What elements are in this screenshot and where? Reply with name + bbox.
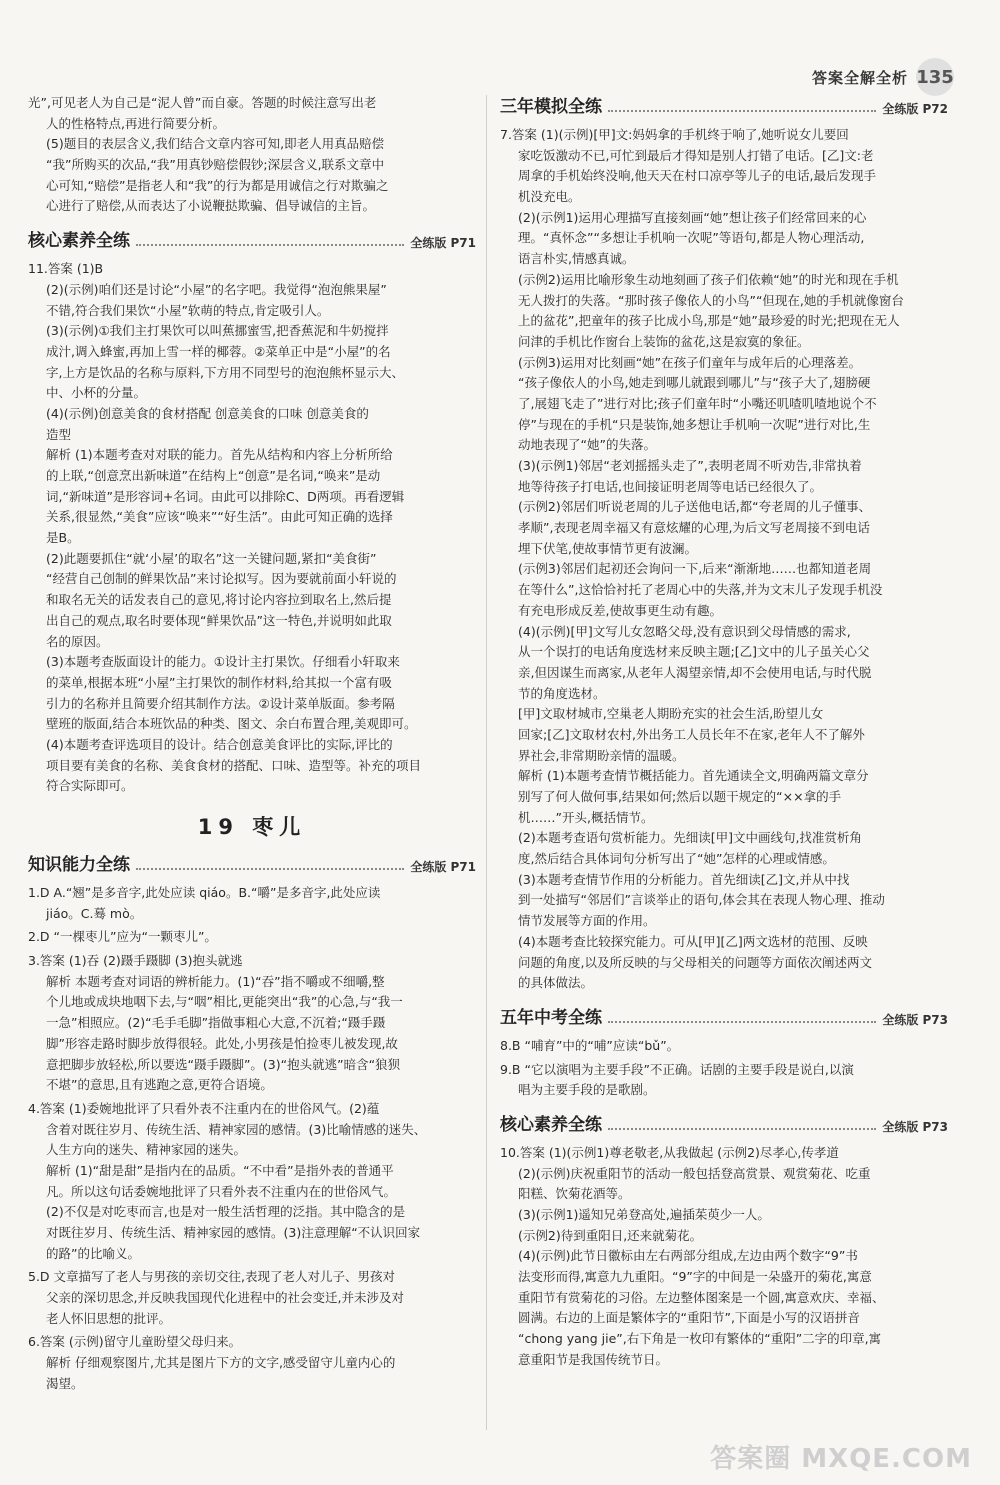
text-line: (4)本题考查评选项目的设计。结合创意美食评比的实际,评比的 xyxy=(46,736,393,752)
left-column xyxy=(28,93,476,1398)
text-line: “我”所购买的次品,“我”用真钞赔偿假钞;深层含义,联系文章中 xyxy=(46,157,385,173)
text-line: 1.D A.“翘”是多音字,此处应读 qiáo。B.“嚼”是多音字,此处应读 xyxy=(28,885,381,900)
header-title: 答案全解全析 xyxy=(811,68,908,87)
text-line: 不堪”的意思,且有逃跑之意,更符合语境。 xyxy=(46,1077,273,1093)
text-line: 光”,可见老人为自己是“泥人曾”而自豪。答题的时候注意写出老 xyxy=(28,95,377,110)
text-line: (3)(示例1)遥知兄弟登高处,遍插茱萸少一人。 xyxy=(518,1207,770,1222)
text-line: 心可知,“赔偿”是指老人和“我”的行为都是用诚信之行对欺骗之 xyxy=(46,177,389,193)
text-line: 理。“真怀念”“多想让手机响一次呢”等语句,都是人物心理活动, xyxy=(518,230,865,246)
text-line: (5)题目的表层含义,我们结合文章内容可知,即老人用真品赔偿 xyxy=(46,136,385,152)
text-line: 到一处描写“邻居们”言谈举止的语句,体会其在表现人物心理、推动 xyxy=(518,892,885,908)
answer-item-9 xyxy=(500,1060,948,1101)
text-line: 8.B “哺育”中的“哺”应读“bǔ”。 xyxy=(500,1037,680,1053)
answer-item-4 xyxy=(28,1099,476,1265)
text-line: 7.答案 (1)(示例)[甲]文:妈妈拿的手机终于响了,她听说女儿要回 xyxy=(500,127,849,142)
section-header-core-literacy-2 xyxy=(500,1113,948,1135)
text-line: (4)本题考查比较探究能力。可从[甲][乙]两文选材的范围、反映 xyxy=(518,933,868,949)
text-line: (示例2)待到重阳日,还来就菊花。 xyxy=(518,1227,703,1243)
answer-item-6 xyxy=(28,1332,476,1394)
text-line: 孝顺”,表现老周幸福又有意炫耀的心理,为后文写老周接不到电话 xyxy=(518,520,870,536)
section-title: 五年中考全练 xyxy=(500,1007,602,1028)
text-line: 解析 本题考查对词语的辨析能力。(1)“吞”指不嚼或不细嚼,整 xyxy=(46,973,385,989)
text-line: 解析 (1)本题考查对对联的能力。首先从结构和内容上分析所给 xyxy=(46,447,393,463)
text-line: (2)(示例)咱们还是讨论“小屋”的名字吧。我觉得“泡泡熊果屋” xyxy=(46,281,387,297)
answer-item-10 xyxy=(500,1143,948,1371)
answer-item-8 xyxy=(500,1036,948,1057)
text-line: 父亲的深切思念,并反映我国现代化进程中的社会变迁,并未涉及对 xyxy=(46,1290,404,1306)
text-line: 节的角度选材。 xyxy=(518,685,606,701)
text-line: 脚”形容走路时脚步放得很轻。此处,小男孩是怕捡枣儿被发现,故 xyxy=(46,1035,398,1051)
text-line: 亲,但因谋生而离家,从老年人渴望亲情,却不会使用电话,与时代脱 xyxy=(518,664,872,680)
text-line: (2)(示例)庆祝重阳节的活动一般包括登高赏景、观赏菊花、吃重 xyxy=(518,1165,871,1181)
text-line: 3.答案 (1)吞 (2)蹑手蹑脚 (3)抱头就逃 xyxy=(28,953,243,969)
text-line: 的上联,“创意烹出新味道”在结构上“创意”是名词,“唤来”是动 xyxy=(46,468,381,483)
section-ref: 全练版 P73 xyxy=(882,1119,948,1134)
text-line: 度,然后结合具体词句分析写出了“她”怎样的心理或情感。 xyxy=(518,851,835,867)
text-line: 字,上方是饮品的名称与原料,下方用不同型号的泡泡熊杯显示大、 xyxy=(46,364,404,380)
text-line: 停”与现在的手机“只是装饰,她多想让手机响一次呢”进行对比,生 xyxy=(518,416,871,432)
section-dotted-rule xyxy=(608,1021,876,1023)
text-line: (4)(示例)创意美食的食材搭配 创意美食的口味 创意美食的 xyxy=(46,405,369,421)
text-line: 项目要有美食的名称、美食食材的搭配、口味、造型等。补充的项目 xyxy=(46,757,422,773)
text-line: 意把脚步放轻松,所以要选“蹑手蹑脚”。(3)“抱头就逃”暗含“狼狈 xyxy=(46,1056,401,1072)
text-line: 机没充电。 xyxy=(518,189,581,205)
text-line: 的菜单,根据本班“小屋”主打果饮的制作材料,给其拟一个富有吸 xyxy=(46,674,392,690)
text-line: 和取名无关的话发表自己的意见,将讨论内容拉到取名上,然后提 xyxy=(46,592,392,608)
text-line: 5.D 文章描写了老人与男孩的亲切交往,表现了老人对儿子、男孩对 xyxy=(28,1269,395,1285)
text-line: (2)不仅是对吃枣而言,也是对一般生活哲理的泛指。其中隐含的是 xyxy=(46,1204,406,1220)
text-line: (示例3)运用对比刻画“她”在孩子们童年与成年后的心理落差。 xyxy=(518,354,862,370)
text-line: 界社会,非常期盼亲情的温暖。 xyxy=(518,747,685,763)
text-line: 关系,很显然,“美食”应该“唤来”“好生活”。由此可知正确的选择 xyxy=(46,509,393,525)
text-line: 6.答案 (示例)留守儿童盼望父母归来。 xyxy=(28,1334,242,1350)
text-line: 周拿的手机始终没响,他天天在村口凉亭等儿子的电话,最后发现手 xyxy=(518,168,876,184)
answer-item-11 xyxy=(28,259,476,797)
text-line: 9.B “它以演唱为主要手段”不正确。话剧的主要手段是说白,以演 xyxy=(500,1061,854,1077)
watermark-logo: 答案圈 MXQE.COM xyxy=(710,1444,972,1474)
text-line: 成汁,调入蜂蜜,再加上雪一样的椰蓉。②菜单正中是“小屋”的名 xyxy=(46,343,391,359)
text-line: 凡。所以这句话委婉地批评了只看外表不注重内在的世俗风气。 xyxy=(46,1183,397,1199)
text-line: 名的原因。 xyxy=(46,633,109,649)
text-line: 唱为主要手段的是歌剧。 xyxy=(518,1082,656,1098)
column-divider xyxy=(486,95,487,1430)
text-line: 中、小杯的分量。 xyxy=(46,385,147,401)
page-number-badge: 135 xyxy=(916,58,954,96)
text-line: 4.答案 (1)委婉地批评了只看外表不注重内在的世俗风气。(2)蕴 xyxy=(28,1100,380,1116)
text-line: (2)此题要抓住“就‘小屋’的取名”这一关键问题,紧扣“美食街” xyxy=(46,550,377,566)
section-dotted-rule xyxy=(608,110,876,112)
text-line: 家吃饭激动不已,可忙到最后才得知是别人打错了电话。[乙]文:老 xyxy=(518,147,874,163)
text-line: 2.D “一棵枣儿”应为“一颗枣儿”。 xyxy=(28,929,217,945)
text-line: (示例3)邻居们起初还会询问一下,后来“渐渐地……也都知道老周 xyxy=(518,561,872,577)
text-line: 别写了何人做何事,结果如何;然后以题干规定的“××拿的手 xyxy=(518,789,842,804)
section-ref: 全练版 P71 xyxy=(410,860,476,874)
text-line: 了,展翅飞走了”进行对比;孩子们童年时“小嘴还叽喳叽喳地说个不 xyxy=(518,395,877,411)
text-line: 问津的手机比作窗台上装饰的盆花,这是寂寞的象征。 xyxy=(518,333,810,349)
section-header-core-literacy xyxy=(28,229,476,251)
text-line: 人的性格特点,再进行简要分析。 xyxy=(46,115,225,131)
text-line: (2)本题考查语句赏析能力。先细读[甲]文中画线句,找准赏析角 xyxy=(518,830,862,846)
text-line: 11.答案 (1)B xyxy=(28,261,104,277)
answer-item-2 xyxy=(28,927,476,948)
text-line: (3)本题考查情节作用的分析能力。首先细读[乙]文,并从中找 xyxy=(518,871,850,887)
text-line: 出自己的观点,取名时要体现“鲜果饮品”这一特色,并说明如此取 xyxy=(46,612,392,628)
right-column xyxy=(500,93,948,1374)
text-line: (示例2)邻居们听说老周的儿子送他电话,都“夸老周的儿子懂事、 xyxy=(518,499,872,515)
section-ref: 全练版 P73 xyxy=(882,1012,948,1027)
answer-item-5 xyxy=(28,1267,476,1329)
text-line: 渴望。 xyxy=(46,1375,84,1391)
text-line: 老人怀旧思想的批评。 xyxy=(46,1310,172,1326)
text-line: 有充电形成反差,使故事更生动有趣。 xyxy=(518,602,722,618)
text-line: 语言朴实,情感真诚。 xyxy=(518,251,635,267)
text-line: 的路”的比喻义。 xyxy=(46,1245,140,1261)
section-ref: 全练版 P71 xyxy=(410,236,476,251)
section-header-knowledge xyxy=(28,853,476,875)
text-line: 机……”开头,概括情节。 xyxy=(518,809,654,825)
text-line: 人生方向的迷失、精神家园的迷失。 xyxy=(46,1142,247,1158)
text-line: 一急”相照应。(2)“毛手毛脚”指做事粗心大意,不沉着;“蹑手蹑 xyxy=(46,1015,386,1031)
section-title: 三年模拟全练 xyxy=(500,97,602,117)
continued-analysis xyxy=(28,93,476,217)
text-line: “经营自己创制的鲜果饮品”来讨论拟写。因为要就前面小轩说的 xyxy=(46,571,397,587)
text-line: 圆满。右边的上面是繁体字的“重阳节”,下面是小写的汉语拼音 xyxy=(518,1310,860,1326)
text-line: 阳糕、饮菊花酒等。 xyxy=(518,1186,631,1202)
text-line: 地等待孩子打电话,也间接证明老周等电话已经很久了。 xyxy=(518,478,822,494)
section-ref: 全练版 P72 xyxy=(882,102,948,116)
text-line: 解析 (1)“甜是甜”是指内在的品质。“不中看”是指外表的普通平 xyxy=(46,1162,394,1178)
section-header-five-year xyxy=(500,1006,948,1028)
text-line: 个儿地或成块地咽下去,与“咽”相比,更能突出“我”的心急,与“我一 xyxy=(46,994,403,1010)
text-line: 埋下伏笔,使故事情节更有波澜。 xyxy=(518,540,697,556)
text-line: 法变形而得,寓意九九重阳。“9”字的中间是一朵盛开的菊花,寓意 xyxy=(518,1269,872,1285)
text-line: 10.答案 (1)(示例1)尊老敬老,从我做起 (示例2)尽孝心,传孝道 xyxy=(500,1144,839,1160)
section-dotted-rule xyxy=(136,868,404,870)
text-line: 重阳节有赏菊花的习俗。左边整体图案是一个圆,寓意欢庆、幸福、 xyxy=(518,1289,885,1305)
section-title: 知识能力全练 xyxy=(28,855,130,875)
answer-item-1 xyxy=(28,883,476,924)
text-line: 心进行了赔偿,从而表达了小说鞭挞欺骗、倡导诚信的主旨。 xyxy=(46,198,375,214)
text-line: 符合实际即可。 xyxy=(46,778,134,794)
text-line: (2)(示例1)运用心理描写直接刻画“她”想让孩子们经常回来的心 xyxy=(518,209,867,225)
section-dotted-rule xyxy=(608,1128,876,1130)
text-line: jiáo。C.蓦 mò。 xyxy=(46,905,143,921)
text-line: “孩子像依人的小鸟,她走到哪儿就跟到哪儿”与“孩子大了,翅膀硬 xyxy=(518,375,871,391)
page-header xyxy=(812,58,954,96)
text-line: (4)(示例)[甲]文写儿女忽略父母,没有意识到父母情感的需求, xyxy=(518,623,851,639)
text-line: 壁班的版面,结合本班饮品的种类、图文、余白布置合理,美观即可。 xyxy=(46,716,417,732)
text-line: 无人拨打的失落。“那时孩子像依人的小鸟”“但现在,她的手机就像窗台 xyxy=(518,292,904,308)
text-line: (3)(示例1)邻居“老刘摇摇头走了”,表明老周不听劝告,非常执着 xyxy=(518,458,862,473)
answer-item-7 xyxy=(500,125,948,994)
text-line: 解析 (1)本题考查情节概括能力。首先通读全文,明确两篇文章分 xyxy=(518,768,869,784)
text-line: 从一个误打的电话角度选材来反映主题;[乙]文中的儿子虽关心父 xyxy=(518,644,870,660)
text-line: 的具体做法。 xyxy=(518,975,594,991)
section-title: 核心素养全练 xyxy=(500,1114,602,1135)
text-line: 词,“新味道”是形容词+名词。由此可以排除C、D两项。再看逻辑 xyxy=(46,488,405,504)
text-line: 情节发展等方面的作用。 xyxy=(518,913,656,929)
text-line: 上的盆花”,把童年的孩子比成小鸟,那是“她”最珍爱的时光;把现在无人 xyxy=(518,313,900,329)
text-line: 是B。 xyxy=(46,530,80,546)
text-line: 回家;[乙]文取材农村,外出务工人员长年不在家,老年人不了解外 xyxy=(518,726,865,742)
text-line: 造型 xyxy=(46,426,72,442)
text-line: (3)本题考查版面设计的能力。①设计主打果饮。仔细看小轩取来 xyxy=(46,654,400,670)
text-line: [甲]文取材城市,空巢老人期盼充实的社会生活,盼望儿女 xyxy=(518,706,824,722)
text-line: 解析 仔细观察图片,尤其是图片下方的文字,感受留守儿童内心的 xyxy=(46,1355,396,1371)
section-dotted-rule xyxy=(136,244,404,246)
text-line: 引力的名称并且简要介绍其制作方法。②设计菜单版面。参考隔 xyxy=(46,695,395,711)
text-line: (4)(示例)此节日徽标由左右两部分组成,左边由两个数字“9”书 xyxy=(518,1248,858,1264)
section-title: 核心素养全练 xyxy=(28,231,130,252)
text-line: “chong yang jie”,右下角是一枚印有繁体的“重阳”二字的印章,寓 xyxy=(518,1331,882,1347)
text-line: 动地表现了“她”的失落。 xyxy=(518,437,656,453)
chapter-title: 19 枣儿 xyxy=(197,815,307,839)
text-line: (3)(示例)①我们主打果饮可以叫蕉挪蜜雪,把香蕉泥和牛奶搅拌 xyxy=(46,323,389,339)
answer-item-3 xyxy=(28,951,476,1096)
text-line: 对既往岁月、传统生活、精神家园的感情。(3)注意理解“不认识回家 xyxy=(46,1225,421,1240)
text-line: 不错,符合我们果饮“小屋”软萌的特点,肯定吸引人。 xyxy=(46,302,330,318)
text-line: (示例2)运用比喻形象生动地刻画了孩子们依赖“她”的时光和现在手机 xyxy=(518,271,899,287)
text-line: 在等什么”,这恰恰衬托了老周心中的失落,并为文末儿子发现手机没 xyxy=(518,582,883,598)
section-header-three-year xyxy=(500,95,948,117)
text-line: 问题的角度,以及所反映的与父母相关的问题等方面依次阐述两文 xyxy=(518,954,872,970)
text-line: 意重阳节是我国传统节日。 xyxy=(518,1351,669,1367)
text-line: 含着对既往岁月、传统生活、精神家园的感情。(3)比喻情感的迷失、 xyxy=(46,1121,427,1137)
